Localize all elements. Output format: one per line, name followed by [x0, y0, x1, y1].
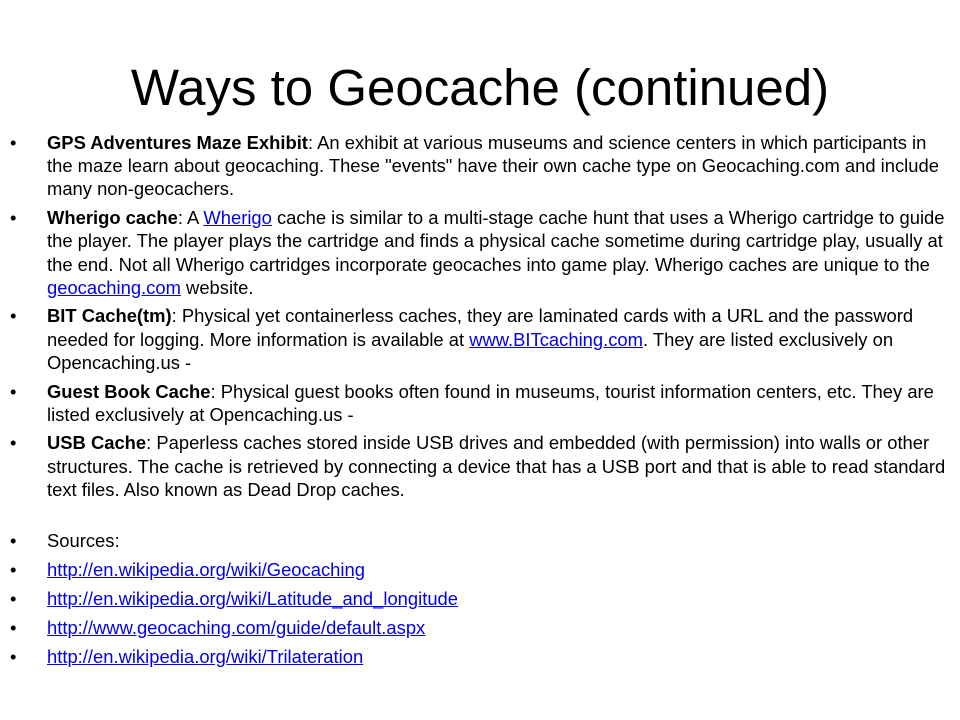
item-text: website.: [180, 276, 254, 298]
bullet-icon: •: [10, 207, 17, 229]
source-item: [10, 587, 950, 610]
item-term: GPS Adventures Maze Exhibit: [47, 132, 308, 153]
bullet-icon: •: [10, 558, 17, 580]
bullet-icon: •: [10, 616, 17, 638]
source-link[interactable]: http://en.wikipedia.org/wiki/Latitude_and_longitude: [47, 587, 459, 609]
item-text: : A: [177, 207, 204, 229]
item-text: : An exhibit at various museums and science centers in which participants in the maze learn about geocaching. These "events" have their own cache type on Geocaching.com and include many non-geocachers.: [47, 132, 939, 200]
source-item: [10, 558, 950, 581]
slide-title: Ways to Geocache (continued): [130, 59, 830, 116]
bullet-icon: •: [10, 380, 17, 402]
item-text: cache is similar to a multi-stage cache hunt that uses a Wherigo cartridge to guide the player. The player plays the cartridge and finds a physical cache sometime during cartridge play, usually at the end. Not all Wherigo cartridges incorporate geocaches into game play. Wherigo caches are unique to the: [47, 207, 945, 275]
source-item: [10, 645, 950, 668]
list-item-gps-maze: [10, 131, 950, 201]
bullet-icon: •: [10, 645, 17, 667]
bullet-icon: •: [10, 529, 17, 551]
spacer: [10, 507, 950, 529]
list-item-guest-book: [10, 380, 950, 426]
geocaching-com-link[interactable]: geocaching.com: [47, 276, 181, 298]
bullet-list: [10, 131, 950, 674]
item-text: : Physical yet containerless caches, they are laminated cards with a URL and the password needed for logging. More information is available at: [47, 305, 914, 350]
list-item-bit-cache: [10, 304, 950, 374]
sources-label-text: Sources:: [47, 529, 120, 551]
item-term: Guest Book Cache: [47, 380, 211, 402]
sources-label: [10, 529, 950, 552]
item-text: : Paperless caches stored inside USB drives and embedded (with permission) into walls or other structures. The cache is retrieved by connecting a device that has a USB port and that is able to read standard text files. Also known as Dead Drop caches.: [47, 432, 946, 500]
bullet-icon: •: [10, 432, 17, 454]
bullet-icon: •: [10, 132, 17, 153]
bullet-icon: •: [10, 587, 17, 609]
item-term: USB Cache: [47, 432, 147, 454]
bitcaching-link[interactable]: www.BITcaching.com: [469, 328, 643, 350]
source-item: [10, 616, 950, 639]
item-text: . They are listed exclusively on Opencaching.us -: [47, 328, 894, 373]
source-link[interactable]: http://www.geocaching.com/guide/default.aspx: [47, 616, 426, 638]
source-link[interactable]: http://en.wikipedia.org/wiki/Geocaching: [47, 558, 365, 580]
item-text: : Physical guest books often found in museums, tourist information centers, etc. They are listed exclusively at Opencaching.us -: [47, 380, 934, 425]
list-item-usb-cache: [10, 431, 950, 501]
item-term: Wherigo cache: [47, 207, 178, 229]
bullet-icon: •: [10, 305, 17, 327]
source-link[interactable]: http://en.wikipedia.org/wiki/Trilateration: [47, 645, 364, 667]
list-item-wherigo: [10, 206, 950, 299]
item-term: BIT Cache(tm): [47, 305, 172, 327]
wherigo-link[interactable]: Wherigo: [203, 207, 272, 229]
